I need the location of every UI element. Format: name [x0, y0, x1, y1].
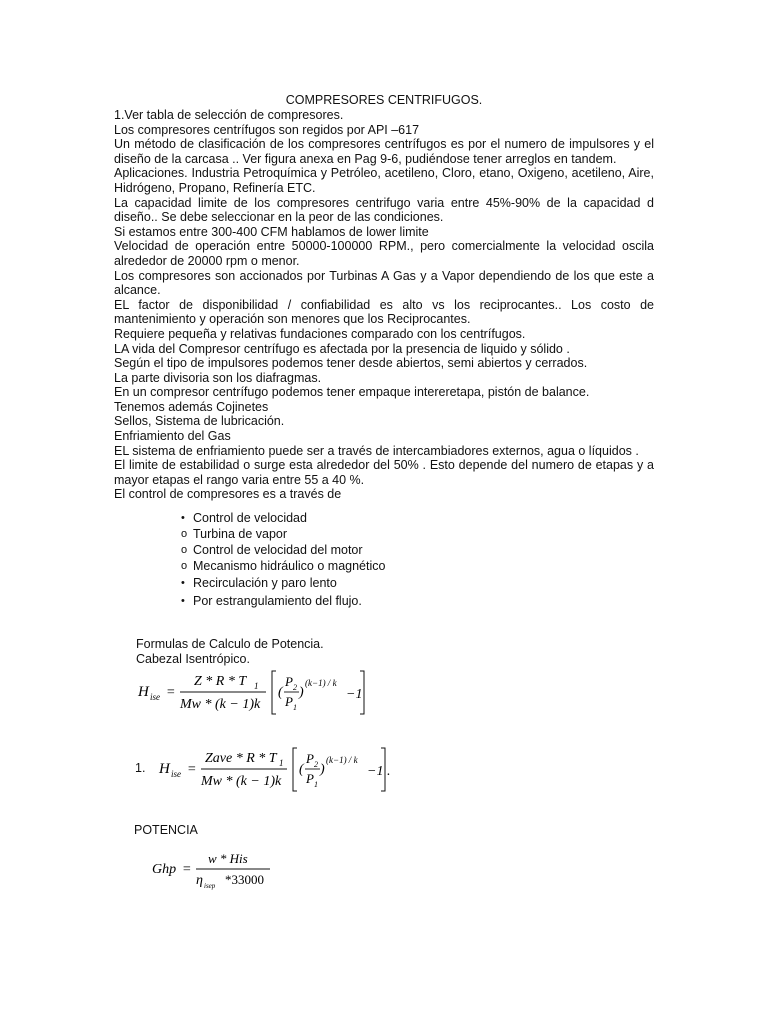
list-item [181, 542, 511, 558]
formula-lhs: Ghp [152, 862, 177, 877]
formula-lhs-sub: ise [171, 769, 181, 779]
list-item-text: Mecanismo hidráulico o magnético [193, 559, 386, 573]
formula-numerator-sub: 1 [254, 681, 259, 691]
formula-numerator: Zave * R * T [205, 751, 277, 766]
paragraph: La parte divisoria son los diafragmas. [114, 370, 322, 385]
formula-denominator: Mw * (k − 1)k [180, 697, 261, 712]
formula-denominator: Mw * (k − 1)k [201, 774, 282, 789]
list-item [181, 526, 511, 542]
open-paren: ( [278, 685, 283, 700]
formulas-subheading: Cabezal Isentrópico. [136, 652, 250, 666]
paragraph: Los compresores centrífugos son regidos por API –617 [114, 122, 420, 137]
equals-sign: = [182, 862, 192, 877]
equals-sign: = [166, 685, 176, 700]
list-item-text: Recirculación y paro lento [193, 576, 337, 590]
paragraph: Enfriamiento del Gas [114, 429, 231, 444]
close-paren: ) [299, 685, 304, 700]
formula-numerator: Z * R * T [194, 674, 247, 689]
paragraph: EL factor de disponibilidad / confiabilidad es alto vs los reciprocantes.. Los costo de mantenimiento y operación son menores que los Reciprocantes. [114, 297, 654, 327]
formula-lhs: H [159, 761, 170, 777]
list-item-text: Turbina de vapor [193, 527, 288, 541]
pressure-numerator: P [285, 674, 293, 689]
list-item [181, 510, 511, 526]
open-paren: ( [299, 762, 304, 777]
paragraph: En un compresor centrífugo podemos tener empaque intereretapa, pistón de balance. [114, 385, 590, 400]
formula-svg [150, 848, 280, 892]
power-formula [150, 848, 280, 892]
paragraph: Sellos, Sistema de lubricación. [114, 414, 285, 429]
paragraph: EL sistema de enfriamiento puede ser a través de intercambiadores externos, agua o líquidos . [114, 443, 639, 458]
isentropic-head-formula [136, 668, 376, 720]
pressure-numerator: P [306, 751, 314, 766]
bullet-marker: o [181, 544, 188, 556]
paragraph: Velocidad de operación entre 50000-100000 RPM., pero comercialmente la velocidad oscila alrededor de 20000 rpm o menor. [114, 239, 654, 268]
paragraph: Según el tipo de impulsores podemos tener desde abiertos, semi abiertos y cerrados. [114, 356, 588, 371]
list-item-text: Por estrangulamiento del flujo. [193, 594, 362, 608]
left-bracket [272, 671, 276, 714]
body-text [114, 108, 654, 502]
paragraph: Un método de clasificación de los compresores centrífugos es por el numero de impulsores y el diseño de la carcasa .. Ver figura anexa en Pag 9-6, pudiéndose tener arreglos en tandem. [114, 137, 654, 166]
paragraph: Aplicaciones. Industria Petroquímica y Petróleo, acetileno, Cloro, etano, Oxigeno, acetileno, Aire, Hidrógeno, Propano, Refinería ETC. [114, 166, 654, 195]
close-paren: ) [320, 762, 325, 777]
pressure-denominator: P [285, 694, 293, 709]
formula-end-period: . [387, 764, 391, 779]
bullet-marker: o [181, 528, 188, 540]
average-isentropic-head-formula [157, 745, 402, 797]
document-title: COMPRESORES CENTRIFUGOS. [285, 93, 483, 107]
formula-numerator: w * His [208, 851, 248, 866]
pressure-numerator-sub: 2 [293, 683, 297, 692]
list-item-text: Control de velocidad del motor [193, 543, 363, 557]
control-list [181, 510, 511, 610]
list-item [181, 558, 511, 574]
paragraph: El control de compresores es a través de [114, 487, 342, 502]
formula-numerator-sub: 1 [279, 758, 284, 768]
potencia-label: POTENCIA [134, 823, 198, 837]
formulas-heading-block [136, 637, 324, 667]
efficiency-sub: isep [204, 882, 216, 890]
list-item [181, 574, 511, 592]
formulas-heading: Formulas de Calculo de Potencia. [136, 637, 324, 651]
formula-exponent: (k−1) / k [326, 755, 358, 765]
minus-one: −1 [346, 687, 363, 702]
formula-svg [157, 745, 402, 797]
formula-svg [136, 668, 376, 720]
formula-lhs: H [138, 684, 149, 700]
paragraph: Requiere pequeña y relativas fundaciones comparado con los centrífugos. [114, 326, 526, 341]
minus-one: −1 [367, 764, 384, 779]
paragraph: 1.Ver tabla de selección de compresores. [114, 108, 344, 122]
list-item-text: Control de velocidad [193, 511, 307, 525]
paragraph: Tenemos además Cojinetes [114, 399, 269, 414]
pressure-denominator-sub: 1 [293, 703, 297, 712]
bullet-marker: • [181, 595, 185, 607]
paragraph: Si estamos entre 300-400 CFM hablamos de lower limite [114, 224, 429, 239]
paragraph: La capacidad limite de los compresores centrifugo varia entre 45%-90% de la capacidad d diseño.. Se debe seleccionar en la peor de las condiciones. [114, 195, 654, 225]
formula-denominator-rest: *33000 [225, 872, 264, 887]
paragraph: Los compresores son accionados por Turbinas A Gas y a Vapor dependiendo de los que este a alcance. [114, 268, 654, 298]
pressure-numerator-sub: 2 [314, 760, 318, 769]
formula-lhs-sub: ise [150, 692, 160, 702]
pressure-denominator: P [306, 771, 314, 786]
paragraph: LA vida del Compresor centrífugo es afectada por la presencia de liquido y sólido . [114, 341, 570, 356]
bullet-marker: • [181, 512, 185, 524]
formula-exponent: (k−1) / k [305, 678, 337, 688]
pressure-denominator-sub: 1 [314, 780, 318, 789]
paragraph: El limite de estabilidad o surge esta alrededor del 50% . Esto depende del numero de etapas y a mayor etapas el rango varia entre 55 a 40 %. [114, 458, 654, 487]
formula-number: 1. [135, 761, 146, 775]
bullet-marker: o [181, 560, 188, 572]
bullet-marker: • [181, 577, 185, 589]
left-bracket [293, 748, 297, 791]
list-item [181, 592, 511, 610]
equals-sign: = [187, 762, 197, 777]
efficiency-symbol: η [196, 873, 203, 888]
